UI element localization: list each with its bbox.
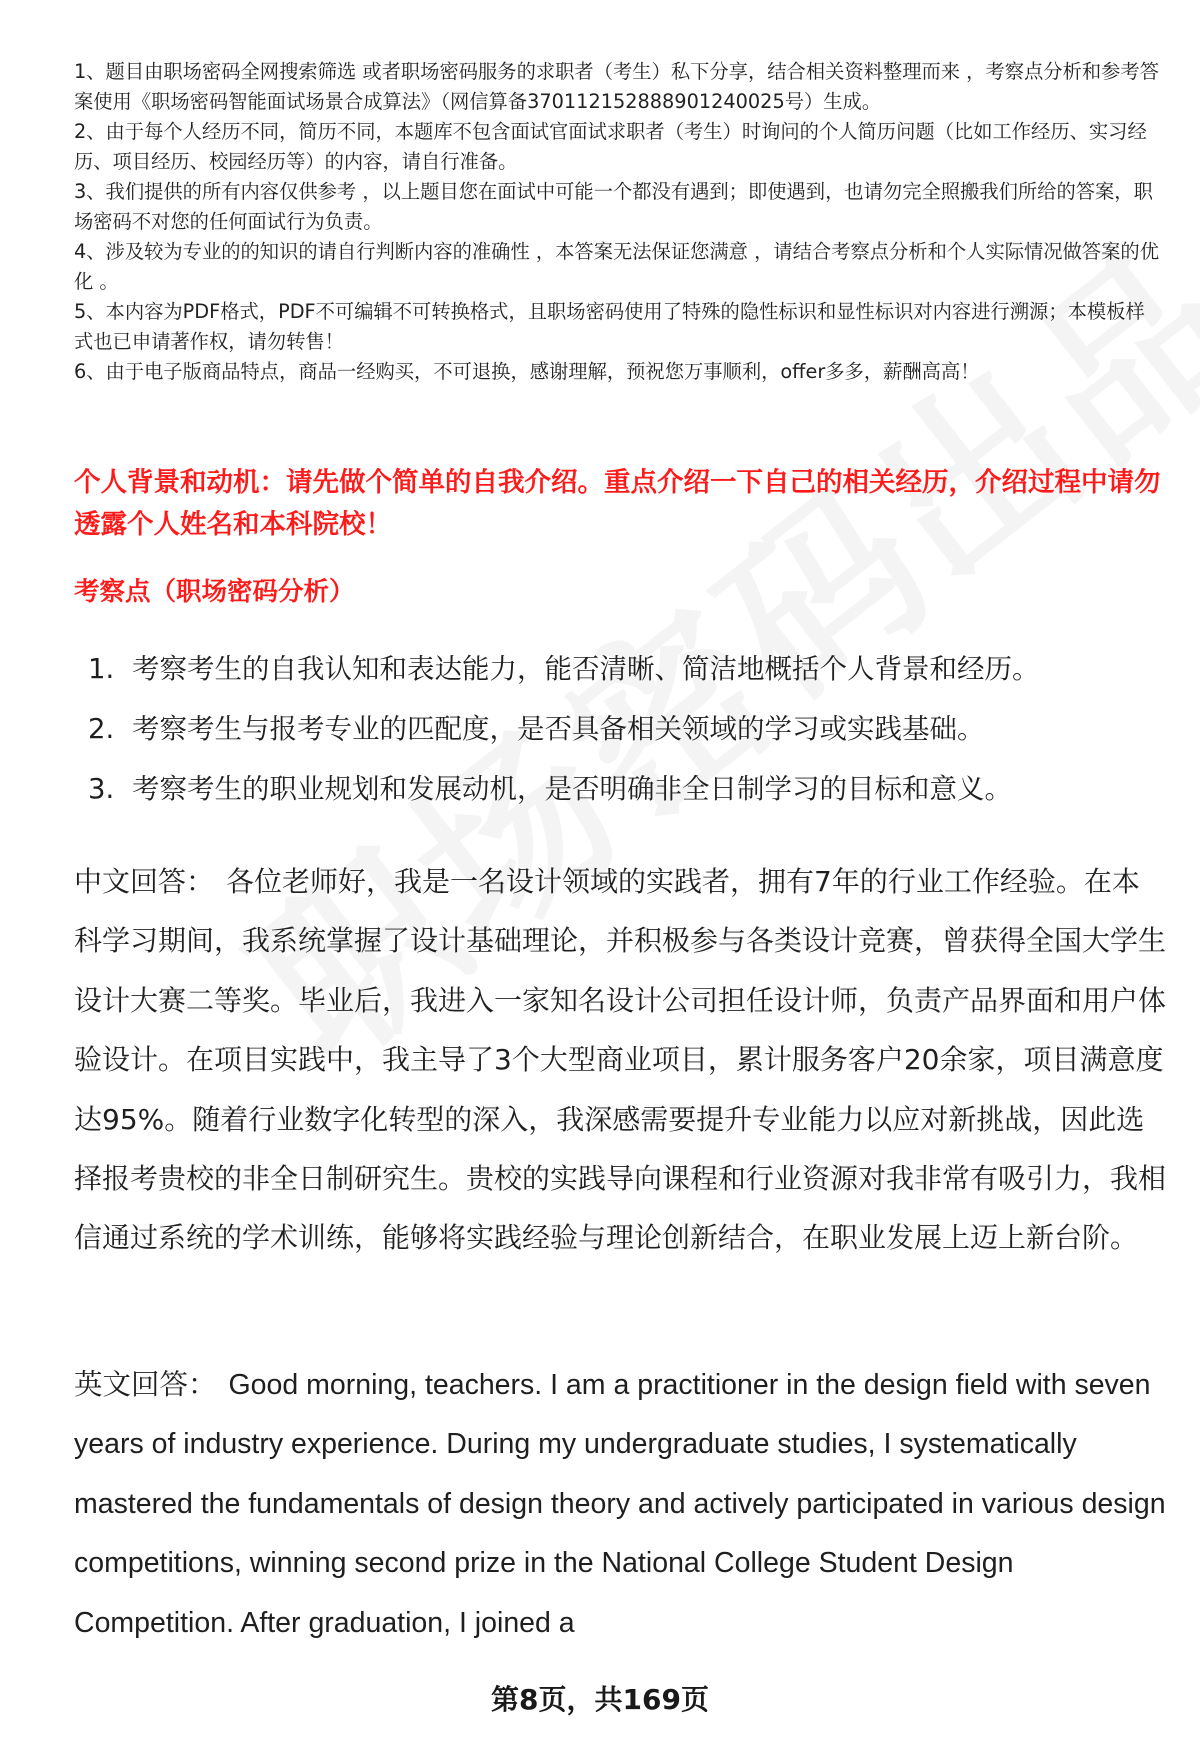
analysis-points: [74, 650, 1164, 830]
analysis-point: [74, 770, 1164, 830]
point-text: 考察考生的自我认知和表达能力，能否清晰、简洁地概括个人背景和经历。: [132, 653, 1040, 685]
chinese-answer-text: 各位老师好，我是一名设计领域的实践者，拥有7年的行业工作经验。在本科学习期间，我系统掌握了设计基础理论，并积极参与各类设计竞赛，曾获得全国大学生设计大赛二等奖。毕业后，我进入一家知名设计公司担任设计师，负责产品界面和用户体验设计。在项目实践中，我主导了3个大型商业项目，累计服务客户20余家，项目满意度达95%。随着行业数字化转型的深入，我深感需要提升专业能力以应对新挑战，因此选择报考贵校的非全日制研究生。贵校的实践导向课程和行业资源对我非常有吸引力，我相信通过系统的学术训练，能够将实践经验与理论创新结合，在职业发展上迈上新台阶。: [74, 865, 1167, 1255]
point-text: 考察考生的职业规划和发展动机，是否明确非全日制学习的目标和意义。: [132, 773, 1012, 805]
interview-question: 个人背景和动机：请先做个简单的自我介绍。重点介绍一下自己的相关经历，介绍过程中请勿透露个人姓名和本科院校！: [74, 467, 1161, 540]
chinese-answer-label: 中文回答：: [74, 865, 215, 898]
notice-item: 2、由于每个人经历不同，简历不同，本题库不包含面试官面试求职者（考生）时询问的个人简历问题（比如工作经历、实习经历、项目经历、校园经历等）的内容，请自行准备。: [74, 120, 1147, 173]
analysis-point: [74, 710, 1164, 770]
english-answer-text: Good morning, teachers. I am a practitioner in the design field with seven years of industry experience. During my undergraduate studies, I systematically mastered the fundamentals of design theory and actively participated in various design competitions, winning second prize in the National College Student Design Competition. After graduation, I joined a: [74, 1369, 1166, 1639]
notice-item: 5、本内容为PDF格式，PDF不可编辑不可转换格式，且职场密码使用了特殊的隐性标识和显性标识对内容进行溯源；本模板样式也已申请著作权，请勿转售！: [74, 300, 1145, 353]
point-number: 1.: [88, 653, 115, 685]
analysis-point: [74, 650, 1164, 710]
point-number: 2.: [88, 713, 115, 745]
english-answer-label: 英文回答：: [74, 1368, 217, 1401]
notice-item: 1、题目由职场密码全网搜索筛选 或者职场密码服务的求职者（考生）私下分享，结合相关资料整理而来 ，考察点分析和参考答案使用《职场密码智能面试场景合成算法》（网信算备370112152888901240025号）生成。: [74, 60, 1159, 113]
notice-item: 3、我们提供的所有内容仅供参考 ，以上题目您在面试中可能一个都没有遇到；即使遇到，也请勿完全照搬我们所给的答案，职场密码不对您的任何面试行为负责。: [74, 180, 1153, 233]
point-number: 3.: [88, 773, 115, 805]
english-answer: [74, 1355, 1166, 1653]
chinese-answer: [74, 852, 1166, 1268]
page-number: 第8页，共169页: [491, 1683, 709, 1716]
notice-item: 6、由于电子版商品特点，商品一经购买，不可退换，感谢理解，预祝您万事顺利，offer多多，薪酬高高！: [74, 360, 980, 383]
disclaimer-notices: [74, 57, 1162, 387]
notice-item: 4、涉及较为专业的的知识的请自行判断内容的准确性 ，本答案无法保证您满意 ，请结合考察点分析和个人实际情况做答案的优化 。: [74, 240, 1159, 293]
analysis-title: 考察点（职场密码分析）: [74, 577, 355, 607]
point-text: 考察考生与报考专业的匹配度，是否具备相关领域的学习或实践基础。: [132, 713, 985, 745]
